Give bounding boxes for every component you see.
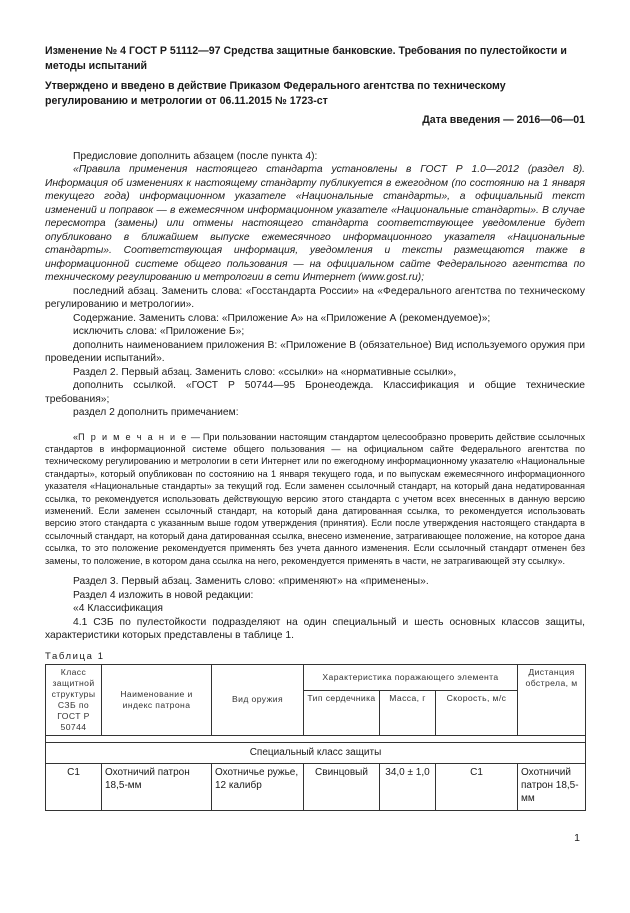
contents-change: Содержание. Заменить слова: «Приложение А» на «Приложение А (рекомендуемое)»; — [73, 312, 491, 324]
section-2-change: Раздел 2. Первый абзац. Заменить слово: «ссылки» на «нормативные ссылки», — [73, 366, 457, 378]
header-core: Тип сердечника — [304, 690, 380, 735]
classification-heading: «4 Классификация — [73, 603, 164, 615]
effective-date: Дата введения — 2016—06—01 — [422, 114, 585, 126]
table-caption: Таблица 1 — [45, 650, 105, 662]
special-class-row: Специальный класс защиты — [46, 742, 586, 763]
header-element: Характеристика поражающего элемента — [304, 664, 518, 690]
preface-quote: «Правила применения настоящего стандарта установлены в ГОСТ Р 1.0—2012 (раздел 8). Информация об изменениях к настоящему стандарту публикуется в ежегодном (по состоянию на 1 января текущего года) информационном указателе «Национальные стандарты», а официальный текст изменений и поправок — в ежемесячном информационном указателе «Национальные стандарты». В случае пересмотра (замены) или отмены настоящего стандарта соответствующее уведомление будет опубликовано в ближайшем выпуске ежемесячного информационного указателя «Национальные стандарты». Соответствующая информация, уведомления и тексты размещаются также в информационной системе общего пользования — на официальном сайте Федерального агентства по техническому регулированию и метрологии в сети Интернет (www.gost.ru); — [45, 164, 585, 284]
preface-paragraph: Предисловие дополнить абзацем (после пункта 4): — [73, 150, 318, 162]
cell-speed: С1 — [436, 763, 518, 810]
header-weapon: Вид оружия — [212, 664, 304, 735]
cell-cartridge: Охотничий патрон 18,5-мм — [102, 763, 212, 810]
section-4-new-edition: Раздел 4 изложить в новой редакции: — [73, 589, 254, 601]
section-3-change: Раздел 3. Первый абзац. Заменить слово: «применяют» на «применены». — [73, 576, 429, 588]
section-2-note-intro: раздел 2 дополнить примечанием: — [73, 407, 239, 419]
header-speed: Скорость, м/с — [436, 690, 518, 735]
page-number: 1 — [574, 832, 580, 844]
cell-weapon: Охотничье ружье, 12 калибр — [212, 763, 304, 810]
add-appendix-c: дополнить наименованием приложения В: «Приложение В (обязательное) Вид используемого оружия при проведении испытаний». — [45, 339, 585, 365]
cell-core: Свинцовый — [304, 763, 380, 810]
amendment-title: Изменение № 4 ГОСТ Р 51112—97 Средства защитные банковские. Требования по пулестойкости и методы испытаний — [45, 45, 567, 72]
add-reference: дополнить ссылкой. «ГОСТ Р 50744—95 Бронеодежда. Классификация и общие технические требования»; — [45, 380, 585, 405]
approval-statement: Утверждено и введено в действие Приказом Федерального агентства по техническому регулированию и метрологии от 06.11.2015 № 1723-ст — [45, 80, 506, 107]
exclude-appendix-b: исключить слова: «Приложение Б»; — [73, 326, 245, 338]
cell-class: С1 — [46, 763, 102, 810]
cell-mass: 34,0 ± 1,0 — [380, 763, 436, 810]
header-cartridge: Наименование и индекс патрона — [102, 664, 212, 735]
header-mass: Масса, г — [380, 690, 436, 735]
document-content — [45, 44, 585, 811]
note-label: П р и м е ч а н и е — [78, 431, 188, 442]
section-2-note: «П р и м е ч а н и е — При пользовании настоящим стандартом целесообразно проверить действие ссылочных стандартов в информационной системе общего пользования — на официальном сайте Федерального агентства по техническому регулированию и метрологии в сети Интернет или по ежегодному информационному указателю «Национальные стандарты», который опубликован по состоянию на 1 января текущего года, и по выпускам ежемесячного информационного указателя «Национальные стандарты» за текущий год. Если заменен ссылочный стандарт, на который дана недатированная ссылка, то рекомендуется использовать действующую версию этого стандарта с учетом всех внесенных в данную версию изменений. Если заменен ссылочный стандарт, на который дана датированная ссылка, то рекомендуется использовать версию этого стандарта с указанным выше годом утверждения (принятия). Если после утверждения настоящего стандарта в ссылочный стандарт, на который дана датированная ссылка, внесено изменение, затрагивающее положение, на которое дана ссылка, то это положение рекомендуется применять без учета данного изменения. Если ссылочный стандарт отменен без замены, то положение, в котором дана ссылка на него, рекомендуется применять в части, не затрагивающей эту ссылку». — [45, 431, 585, 566]
header-distance: Дистанция обстрела, м — [518, 664, 586, 735]
classification-table — [45, 664, 586, 811]
cell-distance: Охотничий патрон 18,5-мм — [518, 763, 586, 810]
note-text: — При пользовании настоящим стандартом целесообразно проверить действие ссылочных стандартов в информационной системе общего пользования — на официальном сайте Федерального агентства по техническому регулированию и метрологии в сети Интернет или по ежегодному информационному указателю «Национальные стандарты», который опубликован по состоянию на 1 января текущего года, и по выпускам ежемесячного информационного указателя «Национальные стандарты» за текущий год. Если заменен ссылочный стандарт, на который дана недатированная ссылка, то рекомендуется использовать действующую версию этого стандарта с учетом всех внесенных в данную версию изменений. Если заменен ссылочный стандарт, на который дана датированная ссылка, то рекомендуется использовать версию этого стандарта с указанным выше годом утверждения (принятия). Если после утверждения настоящего стандарта в ссылочный стандарт, на который дана датированная ссылка, внесено изменение, затрагивающее положение, на которое дана ссылка, то это положение рекомендуется применять без учета данного изменения. Если ссылочный стандарт отменен без замены, то положение, в котором дана ссылка на него, рекомендуется применять в части, не затрагивающей эту ссылку». — [45, 431, 585, 566]
clause-4-1: 4.1 СЗБ по пулестойкости подразделяют на один специальный и шесть основных классов защиты, характеристики которых представлены в таблице 1. — [45, 616, 585, 642]
header-class: Класс защитной структуры СЗБ по ГОСТ Р 50744 — [46, 664, 102, 735]
last-paragraph-change: последний абзац. Заменить слова: «Госстандарта России» на «Федерального агентства по техническому регулированию и метрологии». — [45, 285, 585, 311]
